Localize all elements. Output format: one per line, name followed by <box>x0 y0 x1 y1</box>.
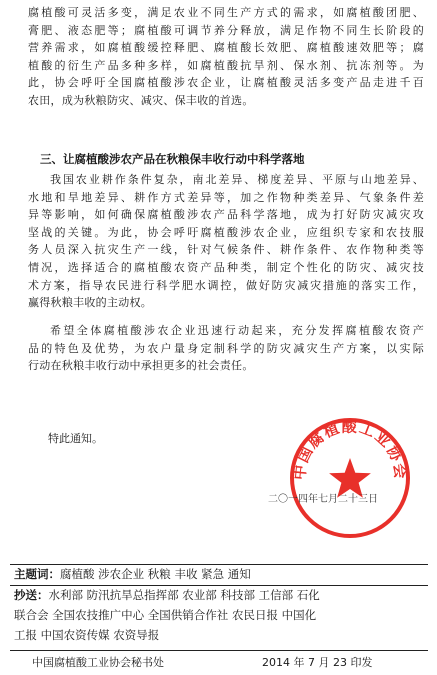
paragraph-scientific-landing <box>28 171 424 312</box>
paragraph-line: 异等影响，如何确保腐植酸涉农产品科学落地，成为打好防灾减灾攻 <box>28 208 424 222</box>
signoff-text: 特此通知。 <box>48 432 103 445</box>
paragraph-line: 希望全体腐植酸涉农企业迅速行动起来，充分发挥腐植酸农资产 <box>50 324 424 337</box>
paragraph-line: 务人员深入抗灾生产一线，针对气候条件、耕作条件、农作物种类等 <box>28 243 424 257</box>
section-heading: 三、让腐植酸涉农产品在秋粮保丰收行动中科学落地 <box>40 152 305 166</box>
paragraph-line: 膏肥、液态肥等；腐植酸可调节养分释放，满足作物不同生长阶段的 <box>28 23 424 37</box>
paragraph-line: 营养需求，如腐植酸缓控释肥、腐植酸长效肥、腐植酸速效肥等；腐 <box>28 41 424 55</box>
paragraph-line: 腐植酸可灵活多变，满足农业不同生产方式的需求，如腐植酸团肥、 <box>28 6 424 19</box>
subject-keywords <box>14 565 251 584</box>
cc-recipients-line <box>14 626 159 645</box>
paragraph-line: 此，协会呼吁全国腐植酸涉农企业，让腐植酸灵活多变产品走进千百 <box>28 76 424 90</box>
divider-bottom <box>10 650 428 651</box>
paragraph-flexibility <box>28 4 424 110</box>
paragraph-line: 坚战的关键。为此，协会呼吁腐植酸涉农企业，应组织专家和农技服 <box>28 225 424 239</box>
cc-recipients <box>14 586 320 605</box>
paragraph-line: 我国农业耕作条件复杂，南北差异、梯度差异、平原与山地差异、 <box>50 173 424 186</box>
paragraph-line: 植酸的衍生产品多种多样，如腐植酸抗旱剂、保水剂、抗冻剂等。为 <box>28 58 424 72</box>
paragraph-line: 术方案，指导农民进行科学肥水调控，做好防灾减灾措施的落实工作， <box>28 278 424 292</box>
paragraph-line: 农田，成为秋粮防灾、减灾、保丰收的首选。 <box>28 93 254 107</box>
cc-line: 联合会 全国农技推广中心 全国供销合作社 农民日报 中国化 <box>14 608 317 622</box>
cc-line: 工报 中国农资传媒 农资导报 <box>14 628 160 642</box>
paragraph-call-to-action <box>28 322 424 375</box>
issue-date: 二〇一四年七月二十三日 <box>268 494 378 505</box>
cc-line: 水利部 防汛抗旱总指挥部 农业部 科技部 工信部 石化 <box>48 588 320 602</box>
paragraph-line: 赢得秋粮丰收的主动权。 <box>28 296 153 310</box>
cc-recipients-line <box>14 606 316 625</box>
print-date: 2014 年 7 月 23 印发 <box>262 656 373 669</box>
issuer-name: 中国腐植酸工业协会秘书处 <box>32 656 164 669</box>
paragraph-line: 品的特色及优势，为农户量身定制科学的防灾减灾生产方案，以实际 <box>28 341 424 355</box>
paragraph-line: 行动在秋粮丰收行动中承担更多的社会责任。 <box>28 359 254 373</box>
seal-star-icon <box>329 458 371 498</box>
official-seal <box>286 414 414 542</box>
subject-value: 腐植酸 涉农企业 秋粮 丰收 紧急 通知 <box>60 567 251 581</box>
cc-label: 抄送： <box>14 588 49 602</box>
subject-label: 主题词： <box>14 567 60 581</box>
paragraph-line: 情况，选择适合的腐植酸农资产品种类，制定个性化的防灾、减灾技 <box>28 260 424 274</box>
paragraph-line: 水地和旱地差异、耕作方式差异等，加之作物种类差异、气象条件差 <box>28 190 424 204</box>
seal-text: 中国腐植酸工业协会 <box>290 417 410 481</box>
